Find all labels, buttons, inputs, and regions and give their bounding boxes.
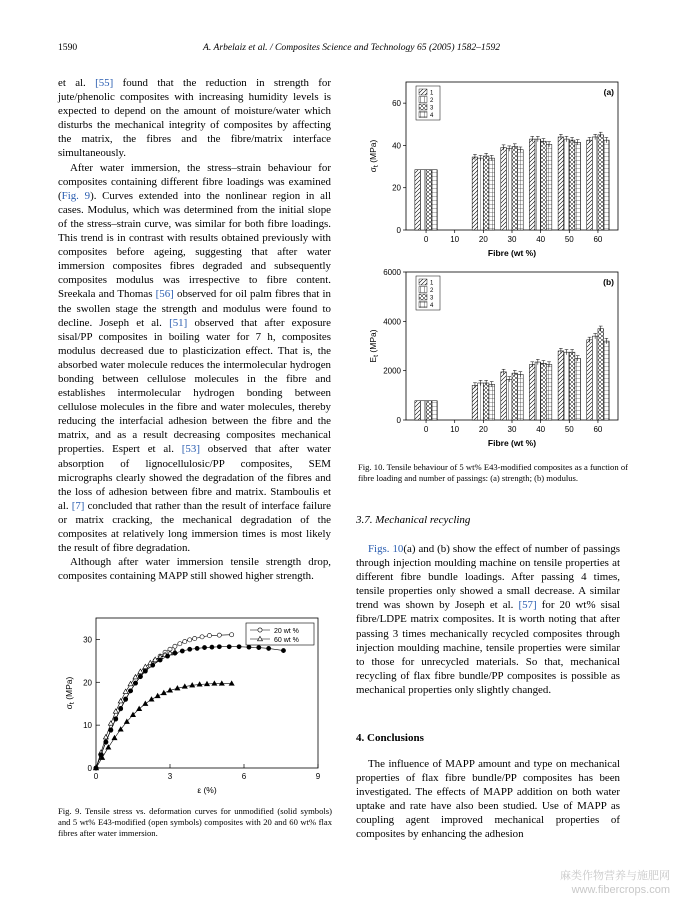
figure-10b-chart	[356, 266, 628, 452]
paragraph-recycling	[356, 542, 620, 697]
section-4-body	[356, 757, 620, 842]
series-line	[96, 652, 175, 768]
y-tick-label: 2000	[383, 366, 401, 376]
bar	[518, 374, 524, 420]
series-open-circle	[94, 633, 234, 770]
bar	[483, 383, 489, 420]
data-point	[149, 697, 154, 701]
data-point	[217, 633, 221, 637]
bar	[564, 139, 570, 230]
bar	[569, 140, 575, 230]
legend-swatch	[419, 287, 427, 293]
y-tick-label: 40	[392, 141, 401, 151]
paragraph-water-immersion	[58, 161, 331, 556]
y-tick-label: 60	[392, 99, 401, 109]
panel-tag: (b)	[603, 277, 614, 287]
legend-label: 1	[430, 90, 434, 97]
reference-link[interactable]: Figs. 10	[368, 543, 404, 555]
section-3-7-body	[356, 542, 620, 697]
body-text: found that the reduction in strength for jute/phenolic composites with increasing humidity levels is expected to depend on the amount of moisture/water which disturbs the mechanical integrity of composites by affecting the matrix, the fibres and the fibre/matrix interface simultaneously.	[58, 77, 331, 160]
bar	[535, 139, 541, 230]
data-point	[247, 645, 251, 649]
data-point	[158, 658, 162, 662]
bar	[512, 146, 518, 230]
x-tick-label: 30	[507, 235, 517, 244]
legend-label: 20 wt %	[274, 628, 299, 635]
x-tick-label: 60	[593, 425, 603, 434]
body-text: After water immersion, the stress–strain behaviour for composites containing different fibre loadings was examined (	[58, 161, 331, 202]
x-tick-label: 40	[536, 235, 546, 244]
y-axis-label: $\sigma_t$ (MPa)	[64, 676, 76, 710]
data-point	[113, 709, 118, 713]
y-tick-label: 20	[392, 183, 401, 193]
paragraph-conclusions	[356, 757, 620, 842]
bar	[558, 351, 564, 420]
bar	[546, 365, 552, 421]
x-tick-label: 6	[241, 772, 247, 781]
legend-swatch	[419, 112, 427, 118]
data-point	[109, 728, 113, 732]
body-text: for 20 wt% sisal fibre/LDPE matrix composites. It is worth noting that after passing 3 times mechanically recycled composites through injection moulding machine, tensile properties were similar to those for unrecycled materials. So that, mechanical recycling of flax fibre bundle/PP composites is possible as mechanical properties only slightly changed.	[356, 599, 620, 696]
data-point	[178, 642, 182, 646]
section-3-7-heading: 3.7. Mechanical recycling	[356, 514, 471, 526]
y-tick-label: 0	[396, 226, 401, 235]
data-point	[114, 717, 118, 721]
y-tick-label: 4000	[383, 317, 401, 327]
data-point	[202, 645, 206, 649]
body-text: observed that after exposure sisal/PP composites in boiling water for 7 h, composites modulus decreased due to plasticization effect. That is, the absorbed water molecule reduces the intermolecular hydrogen bonding between cellulose molecules in the fibre and establishes intermolecular hydrogen bonding between cellulose molecules in the fibre and water molecules, thereby reducing the interfacial adhesion between the fibre and the matrix, and as a result decreasing composites mechanical properties. Espert et al.	[58, 316, 331, 456]
data-point	[195, 646, 199, 650]
bar	[604, 341, 610, 420]
bar	[478, 383, 484, 420]
x-tick-label: 0	[423, 235, 429, 244]
x-tick-label: 3	[167, 772, 173, 781]
reference-link[interactable]: [57]	[518, 599, 537, 612]
data-point	[133, 681, 137, 685]
bar	[592, 137, 598, 230]
data-point	[108, 721, 113, 725]
bar	[483, 156, 489, 230]
data-point	[155, 693, 160, 697]
watermark-url: www.fibercrops.com	[571, 884, 670, 896]
data-point	[143, 669, 147, 673]
body-text: Although after water immersion tensile strength drop, composites containing MAPP still showed higher strength.	[58, 556, 331, 583]
legend-label: 4	[430, 303, 434, 309]
legend-swatch	[419, 89, 427, 95]
paragraph-humidity	[58, 76, 331, 161]
figure-9-caption: Fig. 9. Tensile stress vs. deformation curves for unmodified (solid symbols) and 5 wt% E43-modified (open symbols) composites with 20 and 60 wt% flax fibres after water immersion.	[58, 806, 332, 839]
legend-label: 3	[430, 295, 434, 302]
bar	[472, 157, 478, 230]
bar	[415, 170, 421, 230]
series-filled-triangle	[94, 681, 235, 770]
body-text: observed that after water absorption of lignocellulosic/PP composites, SEM micrographs clearly showed the degradation of the fibres and the loss of adhesion between fibre and matrix. Stamboulis et al.	[58, 443, 331, 512]
data-point	[188, 647, 192, 651]
series-line	[96, 684, 232, 768]
bar	[546, 144, 552, 230]
bar	[558, 137, 564, 230]
data-point	[217, 645, 221, 649]
section-4-heading: 4. Conclusions	[356, 732, 424, 744]
bar	[535, 362, 541, 420]
reference-link[interactable]: [53]	[181, 443, 200, 456]
x-tick-label: 60	[593, 235, 603, 244]
legend-swatch	[419, 302, 427, 308]
data-point	[123, 689, 128, 693]
body-text: concluded that rather than the result of interface failure or matrix cracking, the mechanical degradation of the composites at relatively long immersion times is most likely the result of fibre degradation.	[58, 499, 331, 555]
legend-swatch	[419, 294, 427, 300]
figure-10-caption: Fig. 10. Tensile behaviour of 5 wt% E43-modified composites as a function of fibre loading and number of passings: (a) strength; (b) modulus.	[358, 462, 628, 484]
y-tick-label: 30	[83, 635, 92, 645]
legend-label: 4	[430, 113, 434, 119]
reference-link[interactable]: [56]	[155, 288, 174, 301]
data-point	[183, 639, 187, 643]
body-text: The influence of MAPP amount and type on mechanical properties of flax fibre bundle/PP composites has been investigated. The effects of MAPP addition on both water uptake and rate have also been studied. Use of MAPP as coupling agent improved mechanical properties of composites by enhancing the adhesion	[356, 758, 620, 841]
series-line	[96, 647, 283, 768]
figure-10a-chart	[356, 76, 628, 262]
y-axis-label: $E_t$ (MPa)	[368, 329, 380, 363]
x-axis-label: ε (%)	[197, 785, 217, 795]
bar	[420, 401, 426, 420]
bar	[598, 135, 604, 230]
bar	[592, 336, 598, 420]
data-point	[219, 681, 224, 685]
bar	[489, 384, 495, 420]
bar	[569, 352, 575, 420]
x-tick-label: 0	[423, 425, 429, 434]
reference-link[interactable]: [55]	[95, 77, 114, 89]
data-point	[173, 644, 177, 648]
bar	[501, 148, 507, 230]
data-point	[230, 633, 234, 637]
bar	[432, 401, 438, 420]
data-point	[180, 649, 184, 653]
reference-link[interactable]: [51]	[169, 316, 188, 329]
data-point	[193, 636, 197, 640]
bar	[529, 365, 535, 421]
legend-label: 2	[430, 98, 434, 104]
paragraph-mapp-strength	[58, 555, 331, 583]
bar	[575, 358, 581, 420]
data-point	[137, 706, 142, 710]
bar	[587, 340, 593, 420]
x-tick-label: 50	[564, 425, 574, 434]
legend-label: 3	[430, 105, 434, 112]
bar	[426, 170, 432, 230]
legend-label: 60 wt %	[274, 637, 299, 644]
body-text: et al.	[58, 77, 96, 89]
data-point	[138, 675, 142, 679]
bar	[415, 401, 421, 420]
bar	[598, 329, 604, 420]
bar	[420, 170, 426, 230]
y-tick-label: 10	[83, 721, 92, 731]
bar	[604, 140, 610, 230]
running-head: A. Arbelaiz et al. / Composites Science and Technology 65 (2005) 1582–1592	[203, 42, 501, 53]
bar	[518, 150, 524, 230]
data-point	[106, 745, 111, 749]
y-tick-label: 6000	[383, 268, 401, 277]
x-axis-label: Fibre (wt %)	[487, 248, 537, 258]
bar	[529, 139, 535, 230]
page-number: 1590	[58, 42, 78, 53]
watermark-cn: 麻类作物营养与施肥网	[560, 870, 670, 882]
data-point	[237, 645, 241, 649]
legend-label: 1	[430, 280, 434, 287]
data-point	[151, 663, 155, 667]
data-point	[258, 628, 262, 632]
figure-9-chart	[58, 612, 338, 802]
x-tick-label: 20	[478, 235, 488, 244]
left-column	[58, 76, 331, 583]
legend-swatch	[419, 97, 427, 103]
bar	[426, 401, 432, 420]
data-point	[143, 701, 148, 705]
data-point	[119, 706, 123, 710]
legend-swatch	[419, 104, 427, 110]
bar	[575, 142, 581, 230]
data-point	[207, 633, 211, 637]
data-point	[188, 638, 192, 642]
data-point	[143, 664, 148, 668]
data-point	[212, 681, 217, 685]
reference-link[interactable]: Fig. 9	[61, 189, 91, 202]
x-tick-label: 20	[478, 425, 488, 434]
body-text: observed for oil palm fibres that in the swollen stage the strength and modulus were found to decline. Joseph et al.	[58, 288, 331, 329]
bar	[489, 158, 495, 230]
y-axis-label: $\sigma_t$ (MPa)	[368, 139, 380, 173]
data-point	[128, 689, 132, 693]
data-point	[104, 740, 108, 744]
series-filled-circle	[94, 645, 286, 770]
bar	[501, 372, 507, 420]
reference-link[interactable]: [7]	[71, 499, 85, 512]
x-tick-label: 10	[450, 425, 460, 434]
bar	[512, 373, 518, 420]
data-point	[124, 697, 128, 701]
bar	[506, 149, 512, 230]
x-axis-label: Fibre (wt %)	[487, 438, 537, 448]
bar	[472, 385, 478, 420]
data-point	[173, 651, 177, 655]
y-tick-label: 0	[87, 764, 92, 773]
y-tick-label: 20	[83, 678, 92, 688]
data-point	[227, 645, 231, 649]
x-tick-label: 30	[507, 425, 517, 434]
bar	[587, 140, 593, 230]
data-point	[229, 681, 234, 685]
data-point	[257, 645, 261, 649]
body-text: ). Curves extended into the nonlinear region in all cases. Modulus, which was determined from the initial slope of the stress–strain curve, was similar for both fibre loadings. This trend is in contrast with results obtained previously with composites before ageing, suggesting that after water immersion composites fibres degraded and subsequently composites modulus was irrespective to fibre content. Sreekala and Thomas	[58, 189, 331, 301]
bar	[506, 379, 512, 420]
x-tick-label: 50	[564, 235, 574, 244]
x-tick-label: 9	[315, 772, 321, 781]
x-tick-label: 10	[450, 235, 460, 244]
data-point	[210, 645, 214, 649]
bar	[541, 141, 547, 230]
body-text: (a) and (b) show the effect of number of passings through injection moulding machine on tensile properties at different fibre bundle loadings. After passing 4 times, tensile properties only showed a small decrease. A similar trend was shown by Joseph et al.	[356, 543, 620, 612]
bar	[432, 170, 438, 230]
data-point	[281, 648, 285, 652]
data-point	[161, 690, 166, 694]
legend-label: 2	[430, 288, 434, 294]
data-point	[200, 635, 204, 639]
legend-swatch	[419, 279, 427, 285]
x-tick-label: 40	[536, 425, 546, 434]
y-tick-label: 0	[396, 416, 401, 425]
bar	[541, 363, 547, 420]
data-point	[118, 699, 123, 703]
watermark	[560, 869, 670, 897]
data-point	[165, 654, 169, 658]
bar	[564, 352, 570, 420]
panel-tag: (a)	[603, 87, 614, 97]
data-point	[267, 646, 271, 650]
bar	[478, 158, 484, 230]
x-tick-label: 0	[93, 772, 99, 781]
